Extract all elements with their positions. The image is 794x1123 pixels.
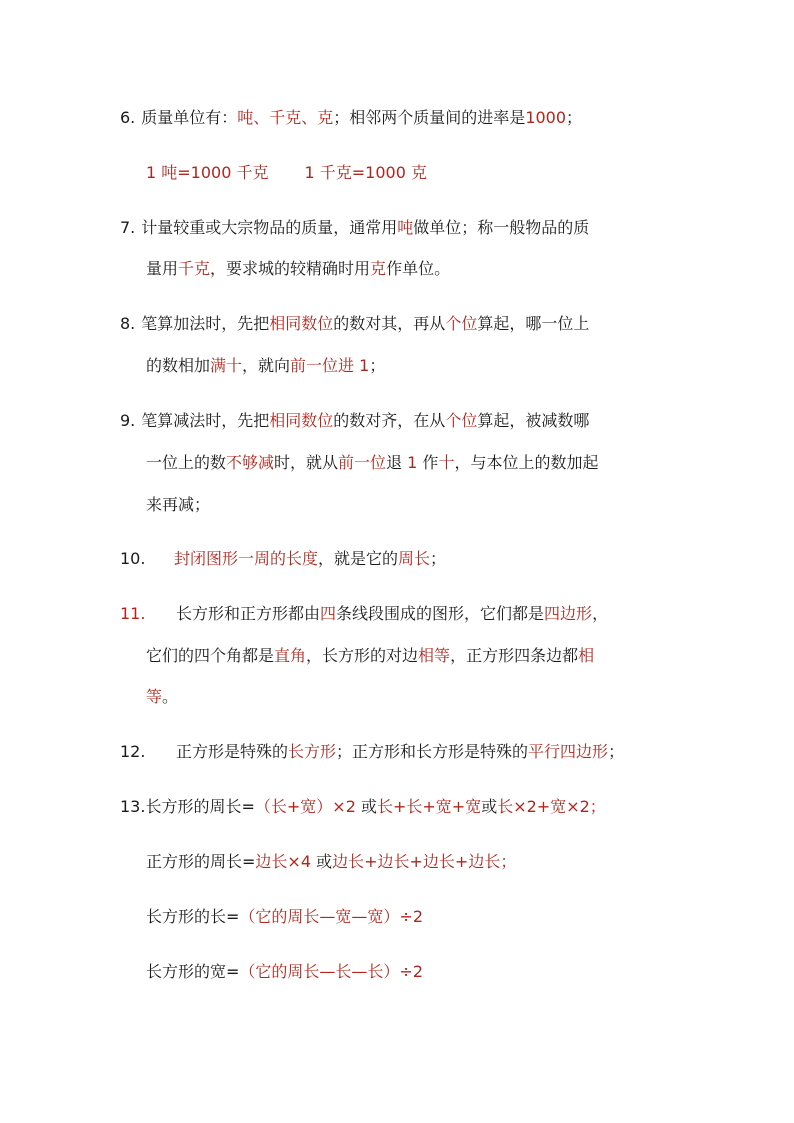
highlight-run: 克 (370, 259, 387, 278)
text-run: 长方形的长= (146, 907, 240, 926)
highlight-run: 长+长+宽+宽 (376, 797, 482, 816)
highlight-run: 千克 (178, 259, 211, 278)
item-9-line-3 (146, 494, 210, 516)
item-11-line-2 (146, 645, 594, 667)
highlight-run: 1 千克=1000 克 (304, 163, 427, 182)
text-run: ； (608, 742, 625, 761)
text-run: ， (592, 604, 609, 623)
item-12-line-1 (120, 741, 624, 763)
highlight-run: 边长×4 (255, 852, 312, 871)
text-run: 或 (481, 797, 498, 816)
text-run: 退 (386, 453, 408, 472)
text-run: 它们的四个角都是 (146, 646, 275, 665)
text-run: 来再减； (146, 495, 211, 514)
text-run: ；正方形和长方形是特殊的 (336, 742, 529, 761)
highlight-run: 1 (407, 453, 418, 472)
highlight-run: （长+宽）×2 (254, 797, 356, 816)
highlight-run: 封闭图形一周的长度 (174, 549, 319, 568)
item-number: 9. (120, 411, 136, 430)
highlight-run: 十 (438, 453, 455, 472)
highlight-run: 个位 (445, 411, 478, 430)
item-8-line-2 (146, 355, 385, 377)
highlight-run: 周长 (398, 549, 431, 568)
item-7-line-2 (146, 258, 450, 280)
item-number: 11. (120, 604, 146, 623)
text-run: 一位上的数 (146, 453, 227, 472)
highlight-run: 前一位进 1 (290, 356, 370, 375)
text-run: ，正方形四条边都 (450, 646, 579, 665)
item-13-line-3 (146, 906, 423, 928)
text-run: 长方形的宽= (146, 962, 240, 981)
item-number: 8. (120, 314, 136, 333)
text-run: 的数对其，再从 (333, 314, 446, 333)
text-run: ，就向 (242, 356, 291, 375)
text-run: 算起，被减数哪 (477, 411, 590, 430)
text-run: 作单位。 (386, 259, 451, 278)
text-run: ，就是它的 (318, 549, 399, 568)
text-run: 或 (311, 852, 333, 871)
text-run: 条线段围成的图形，它们都是 (336, 604, 545, 623)
item-11-line-1 (120, 603, 608, 625)
text-run: 正方形的周长= (146, 852, 256, 871)
text-run: ，与本位上的数加起 (454, 453, 599, 472)
highlight-run: 满十 (210, 356, 243, 375)
item-10-line-1 (120, 548, 446, 570)
text-run: ； (430, 549, 447, 568)
highlight-run: 长方形 (288, 742, 337, 761)
item-9-line-1 (120, 410, 589, 432)
item-11-line-3 (146, 686, 178, 708)
highlight-run: 四边形 (544, 604, 593, 623)
item-6-line-1 (120, 107, 582, 129)
highlight-run: 吨 (397, 218, 414, 237)
item-number: 13. (120, 797, 146, 816)
text-run: 正方形是特殊的 (176, 742, 289, 761)
text-run: 。 (162, 687, 179, 706)
text-run: 时，就从 (274, 453, 339, 472)
highlight-run: 相 (578, 646, 595, 665)
highlight-run: 四 (320, 604, 337, 623)
item-13-line-1 (120, 796, 606, 818)
highlight-run: 1000 (525, 108, 567, 127)
highlight-run: 直角 (274, 646, 307, 665)
text-run: 的数相加 (146, 356, 211, 375)
highlight-run: 边长+边长+边长+边长； (332, 852, 517, 871)
text-run: 质量单位有： (141, 108, 238, 127)
text-run: 计量较重或大宗物品的质量，通常用 (141, 218, 398, 237)
text-run: 量用 (146, 259, 179, 278)
text-run: 笔算减法时，先把 (141, 411, 270, 430)
text-run: ；相邻两个质量间的进率是 (333, 108, 526, 127)
item-8-line-1 (120, 313, 589, 335)
text-run: 或 (355, 797, 377, 816)
highlight-run: （它的周长—长—长）÷2 (239, 962, 424, 981)
highlight-run: 1 吨=1000 千克 (146, 163, 269, 182)
item-6-line-2 (146, 162, 427, 184)
item-9-line-2 (146, 452, 598, 474)
highlight-run: 相同数位 (269, 411, 334, 430)
text-run: ，长方形的对边 (306, 646, 419, 665)
text-run: 长方形的周长= (145, 797, 255, 816)
highlight-run: 等 (146, 687, 163, 706)
item-number: 10. (120, 549, 146, 568)
text-run: 做单位；称一般物品的质 (413, 218, 590, 237)
item-number: 12. (120, 742, 146, 761)
highlight-run: 吨、千克、克 (237, 108, 334, 127)
highlight-run: （它的周长—宽—宽）÷2 (239, 907, 424, 926)
highlight-run: 长×2+宽×2； (497, 797, 606, 816)
text-run: 算起，哪一位上 (477, 314, 590, 333)
text-run: ，要求城的较精确时用 (210, 259, 371, 278)
text-run: 长方形和正方形都由 (176, 604, 321, 623)
item-number: 7. (120, 218, 136, 237)
highlight-run: 前一位 (338, 453, 387, 472)
text-run: ； (369, 356, 386, 375)
highlight-run: 不够减 (226, 453, 275, 472)
text-run: 的数对齐，在从 (333, 411, 446, 430)
text-run: 作 (417, 453, 439, 472)
highlight-run: 相等 (418, 646, 451, 665)
highlight-run: 相同数位 (269, 314, 334, 333)
item-number: 6. (120, 108, 136, 127)
item-13-line-4 (146, 961, 423, 983)
item-13-line-2 (146, 851, 516, 873)
item-7-line-1 (120, 217, 589, 239)
highlight-run: 个位 (445, 314, 478, 333)
text-run: ； (566, 108, 583, 127)
highlight-run: 平行四边形 (528, 742, 609, 761)
text-run: 笔算加法时，先把 (141, 314, 270, 333)
